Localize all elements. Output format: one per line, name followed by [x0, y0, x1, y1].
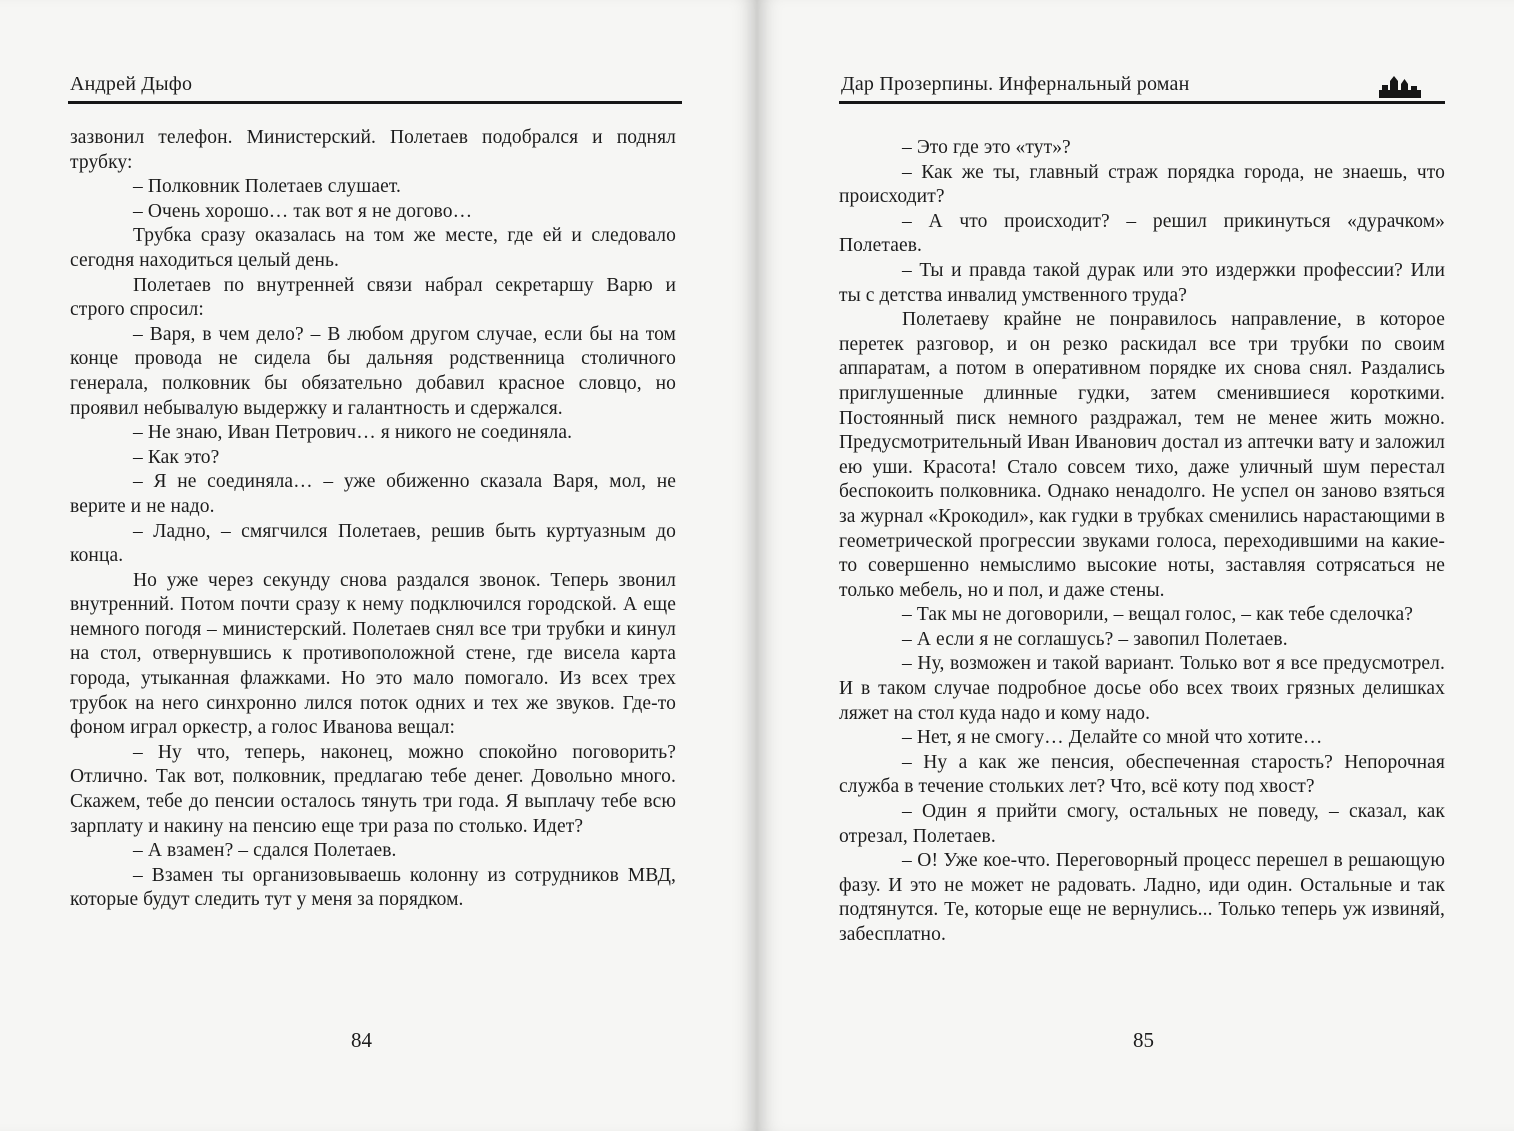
- paragraph: – Я не соединяла… – уже обиженно сказала Варя, мол, не верите и не надо.: [70, 471, 676, 517]
- paragraph: – А если я не соглашусь? – завопил Полетаев.: [902, 628, 1288, 650]
- right-page: [757, 0, 1514, 1131]
- paragraph: Но уже через секунду снова раздался звонок. Теперь звонил внутренний. Потом почти сразу к нему подключился городской. А еще немного погодя – министерский. Полетаев снял все три трубки и кинул на стол, отвернувшись к противоположной стене, где висела карта города, утыканная флажками. Но это мало помогало. Из всех трех трубок на него синхронно лился поток одних и тех же звуков. Где-то фоном играл оркестр, а голос Иванова вещал:: [70, 569, 676, 739]
- header-rule: [839, 101, 1445, 104]
- paragraph: – Не знаю, Иван Петрович… я никого не соединяла.: [133, 422, 573, 444]
- right-page-number: 85: [1133, 1028, 1154, 1052]
- paragraph: – Ну, возможен и такой вариант. Только вот я все предусмотрел. И в таком случае подробное досье обо всех твоих грязных делишках ляжет на стол куда надо и кому надо.: [839, 653, 1445, 724]
- left-header: [68, 70, 682, 100]
- paragraph: – Взамен ты организовываешь колонну из сотрудников МВД, которые будут следить тут у меня за порядком.: [70, 864, 676, 911]
- paragraph: – Нет, я не смогу… Делайте со мной что хотите…: [902, 727, 1323, 749]
- paragraph: – Ладно, – смягчился Полетаев, решив быть куртуазным до конца.: [70, 520, 676, 567]
- right-header: [839, 70, 1445, 100]
- header-rule: [68, 101, 682, 104]
- left-running-title: Андрей Дыфо: [70, 73, 193, 95]
- paragraph: – Как это?: [133, 446, 220, 468]
- paragraph: – А взамен? – сдался Полетаев.: [133, 840, 397, 862]
- paragraph: – Очень хорошо… так вот я не догово…: [133, 200, 473, 222]
- paragraph: – А что происходит? – решил прикинуться «дурачком» Полетаев.: [839, 210, 1445, 257]
- paragraph: – Полковник Полетаев слушает.: [133, 176, 401, 198]
- right-running-title: Дар Прозерпины. Инфернальный роман: [841, 73, 1190, 95]
- paragraph: Трубка сразу оказалась на том же месте, где ей и следовало сегодня находиться целый день.: [70, 225, 676, 271]
- left-page-number: 84: [351, 1028, 372, 1052]
- paragraph: – О! Уже кое-что. Переговорный процесс перешел в решающую фазу. И это не может не радовать. Ладно, иди один. Остальные и так подтянутся. Те, которые еще не вернулись... Только теперь уж извиняй, забесплатно.: [839, 850, 1445, 945]
- right-body-text: [839, 136, 1445, 948]
- paragraph: – Один я прийти смогу, остальных не поведу, – сказал, как отрезал, Полетаев.: [839, 801, 1445, 847]
- paragraph: – Ну что, теперь, наконец, можно спокойно поговорить? Отлично. Так вот, полковник, предлагаю тебе денег. Довольно много. Скажем, тебе до пенсии осталось тянуть три года. Я выплачу тебе всю зарплату и накину на пенсию еще три раза по столько. Идет?: [70, 741, 676, 837]
- paragraph: – Так мы не договорили, – вещал голос, – как тебе сделочка?: [902, 604, 1413, 626]
- paragraph: – Как же ты, главный страж порядка города, не знаешь, что происходит?: [839, 161, 1445, 208]
- left-body-text: [70, 126, 676, 913]
- paragraph: – Это где это «тут»?: [902, 137, 1071, 158]
- castle-icon: [1379, 76, 1421, 98]
- paragraph: зазвонил телефон. Министерский. Полетаев подобрался и поднял трубку:: [70, 127, 676, 173]
- paragraph: Полетаев по внутренней связи набрал секретаршу Варю и строго спросил:: [70, 274, 676, 321]
- paragraph: – Варя, в чем дело? – В любом другом случае, если бы на том конце провода не сидела бы дальняя родственница столичного генерала, полковник бы обязательно добавил красное словцо, но проявил небывалую выдержку и галантность и сдержался.: [70, 323, 676, 419]
- paragraph: Полетаеву крайне не понравилось направление, в которое перетек разговор, и он резко раскидал все три трубки по своим аппаратам, а потом в оперативном порядке их снова снял. Раздались приглушенные длинные гудки, затем сменившиеся короткими. Постоянный писк немного раздражал, тем не менее жить можно. Предусмотрительный Иван Иванович достал из аптечки вату и заложил ею уши. Красота! Стало совсем тихо, даже уличный шум перестал беспокоить полковника. Однако ненадолго. Не успел он заново взяться за журнал «Крокодил», как гудки в трубках сменились нарастающими в геометрической прогрессии звуками голоса, переходившими на какие-то совершенно немыслимо высокие ноты, заставляя сотрясаться не только мебель, но и пол, и даже стены.: [839, 309, 1445, 601]
- paragraph: – Ну а как же пенсия, обеспеченная старость? Непорочная служба в течение стольких лет? Что, всё коту под хвост?: [839, 751, 1445, 798]
- paragraph: – Ты и правда такой дурак или это издержки профессии? Или ты с детства инвалид умственного труда?: [839, 259, 1445, 306]
